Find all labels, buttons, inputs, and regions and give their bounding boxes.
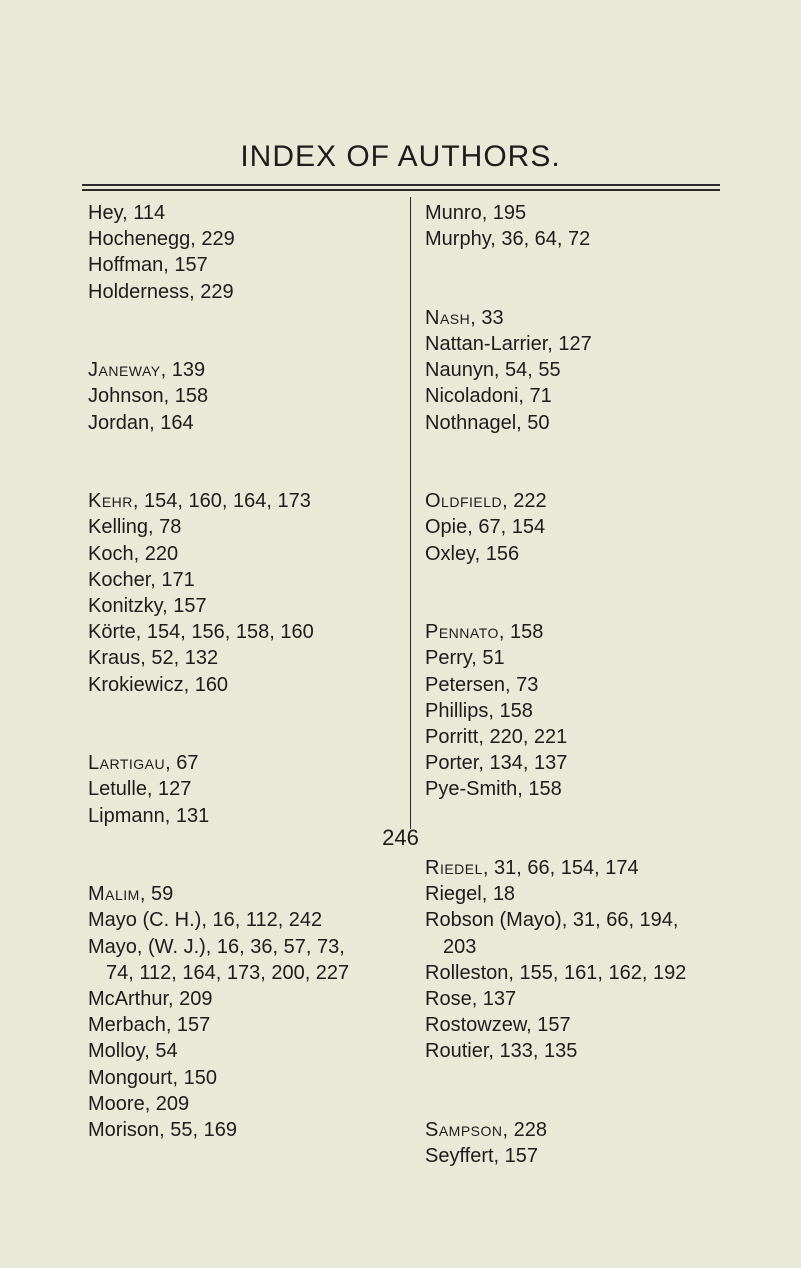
index-entry: Routier, 133, 135 [425,1040,578,1063]
index-entry: Petersen, 73 [425,673,539,696]
index-entry-lead-name: Riedel [425,857,483,880]
index-entry-lead-name: Malim [88,883,140,906]
index-entry-lead-name: Sampson [425,1119,503,1142]
index-entry-pages: , 154, 160, 164, 173 [132,490,311,513]
index-entry: Rolleston, 155, 161, 162, 192 [425,961,687,984]
index-entry: Körte, 154, 156, 158, 160 [88,621,314,644]
index-entry: Robson (Mayo), 31, 66, 194, [425,909,679,932]
index-entry: Morison, 55, 169 [88,1119,237,1142]
index-entry [425,855,725,881]
index-entry: McArthur, 209 [88,988,213,1011]
index-entry: Mongourt, 150 [88,1066,217,1089]
index-entry-pages: , 31, 66, 154, 174 [482,857,639,880]
right-column [425,200,725,1169]
group-spacer [88,305,408,357]
index-entry: Riegel, 18 [425,883,516,906]
index-entry-continuation: 74, 112, 164, 173, 200, 227 [106,961,350,984]
column-divider [410,197,411,829]
index-entry: Letulle, 127 [88,778,192,801]
index-entry: Rostowzew, 157 [425,1014,571,1037]
index-entry: Krokiewicz, 160 [88,673,229,696]
index-entry-pages: , 59 [139,883,174,906]
index-entry: Hoffman, 157 [88,254,208,277]
index-entry: Johnson, 158 [88,385,209,408]
index-entry [425,1117,725,1143]
left-column [88,200,408,1143]
index-entry [425,619,725,645]
index-entry: Moore, 209 [88,1092,190,1115]
index-entry: Nattan-Larrier, 127 [425,333,592,355]
index-entry-lead-name: Nash [425,306,471,329]
index-entry [88,750,408,776]
index-entry: Murphy, 36, 64, 72 [425,228,591,251]
index-entry: Jordan, 164 [88,411,194,434]
index-entry: Porter, 134, 137 [425,752,568,775]
index-entry: Konitzky, 157 [88,595,207,618]
index-entry: Koch, 220 [88,542,179,565]
double-rule-bottom [82,189,720,191]
index-entry: Seyffert, 157 [425,1145,539,1168]
index-entry: Rose, 137 [425,988,517,1011]
index-entry: Porritt, 220, 221 [425,726,568,749]
index-entry-lead-name: Oldfield [425,490,503,513]
index-entry: Phillips, 158 [425,699,533,722]
index-entry: Kelling, 78 [88,516,182,539]
index-entry: Oxley, 156 [425,542,520,565]
index-entry: Merbach, 157 [88,1014,211,1037]
index-entry: Perry, 51 [425,647,505,670]
index-entry: Lipmann, 131 [88,804,210,827]
index-entry-lead-name: Pennato [425,621,499,644]
index-entry-lead-name: Janeway [88,359,161,382]
index-entry [88,357,408,383]
index-entry [88,881,408,907]
group-spacer [425,1065,725,1117]
index-entry-continuation: 203 [443,935,477,958]
index-entry: Hochenegg, 229 [88,228,235,251]
index-entry: Mayo, (W. J.), 16, 36, 57, 73, [88,935,345,958]
index-entry-lead-name: Kehr [88,490,133,513]
group-spacer [88,698,408,750]
page-title: INDEX OF AUTHORS. [240,140,561,173]
index-entry-pages: , 67 [165,752,199,775]
index-entry: Nicoladoni, 71 [425,385,552,408]
index-entry: Kraus, 52, 132 [88,647,219,670]
index-entry: Naunyn, 54, 55 [425,359,561,382]
group-spacer [425,567,725,619]
index-entry: Holderness, 229 [88,280,234,303]
index-entry: Nothnagel, 50 [425,411,550,434]
index-entry-pages: , 222 [502,490,547,513]
index-entry-pages: , 228 [502,1119,547,1142]
index-entry-pages: , 139 [160,359,206,382]
double-rule-top [82,184,720,186]
index-entry-lead-name: Lartigau [88,752,166,775]
index-entry: Hey, 114 [88,202,166,224]
group-spacer [88,436,408,488]
index-entry: Kocher, 171 [88,568,195,591]
index-entry [88,488,408,514]
page-number: 246 [382,825,419,850]
group-spacer [425,252,725,304]
index-entry: Mayo (C. H.), 16, 112, 242 [88,909,323,932]
index-entry [425,488,725,514]
index-entry-pages: , 33 [470,306,504,329]
group-spacer [425,436,725,488]
index-entry: Opie, 67, 154 [425,516,546,539]
index-entry: Munro, 195 [425,202,527,224]
index-entry-pages: , 158 [498,621,544,644]
index-entry [425,305,725,331]
index-entry: Molloy, 54 [88,1040,178,1063]
index-entry: Pye-Smith, 158 [425,778,562,801]
